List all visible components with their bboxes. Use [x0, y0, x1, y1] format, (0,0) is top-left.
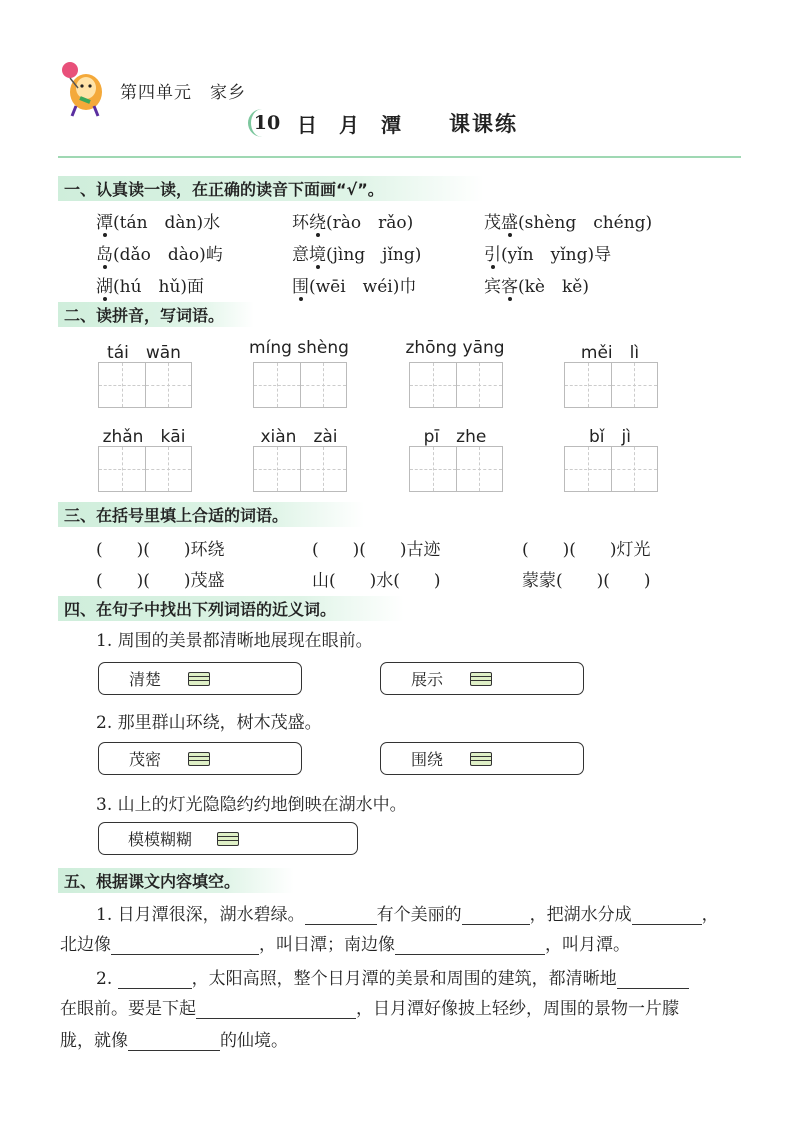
series-title: 课课练 — [449, 112, 518, 136]
link-icon — [470, 752, 492, 766]
tianzige-grid[interactable] — [98, 362, 192, 408]
s4-question-2: 2. 那里群山环绕，树木茂盛。 — [96, 713, 322, 733]
pinyin-label: tái wān — [107, 343, 181, 363]
link-icon — [217, 832, 239, 846]
pinyin-label: pī zhe — [423, 427, 487, 447]
s5-line-5: 胧，就像 的仙境。 — [60, 1031, 288, 1051]
synonym-word: 清楚 — [128, 670, 161, 689]
tianzige-grid[interactable] — [564, 362, 658, 408]
pinyin-label: míng shèng — [249, 338, 349, 358]
synonym-box[interactable] — [98, 662, 302, 695]
synonym-word: 茂密 — [128, 750, 161, 769]
pronunciation-item[interactable]: 意境(jìng jǐng) — [292, 245, 422, 265]
pronunciation-item[interactable]: 岛(dǎo dào)屿 — [96, 245, 223, 265]
pinyin-label: bǐ jì — [589, 427, 631, 447]
phrase-blank[interactable]: ( )( )茂盛 — [96, 571, 225, 591]
section-5-heading: 五、根据课文内容填空。 — [58, 868, 294, 893]
s5-line-3: 2. ，太阳高照，整个日月潭的美景和周围的建筑，都清晰地 — [96, 964, 689, 989]
blank[interactable] — [128, 1032, 220, 1051]
tianzige-grid[interactable] — [409, 362, 503, 408]
tianzige-grid[interactable] — [564, 446, 658, 492]
pronunciation-item[interactable]: 宾客(kè kě) — [484, 277, 589, 297]
blank[interactable] — [196, 1000, 356, 1019]
header-divider — [58, 156, 741, 158]
pinyin-label: zhōng yāng — [405, 338, 505, 358]
blank[interactable] — [305, 906, 377, 925]
pronunciation-item[interactable]: 围(wēi wéi)巾 — [292, 277, 417, 297]
phrase-blank[interactable]: 蒙蒙( )( ) — [522, 571, 651, 591]
blank[interactable] — [118, 970, 192, 989]
section-4-heading: 四、在句子中找出下列词语的近义词。 — [58, 596, 404, 621]
section-2-heading: 二、读拼音，写词语。 — [58, 302, 254, 327]
pronunciation-item[interactable]: 潭(tán dàn)水 — [96, 213, 221, 233]
phrase-blank[interactable]: ( )( )环绕 — [96, 540, 225, 560]
lesson-title-row — [248, 108, 518, 138]
link-icon — [470, 672, 492, 686]
synonym-box[interactable] — [380, 742, 584, 775]
tianzige-grid[interactable] — [98, 446, 192, 492]
synonym-word: 展示 — [410, 670, 443, 689]
section-1-heading: 一、认真读一读，在正确的读音下面画“√”。 — [58, 176, 484, 201]
s4-question-3: 3. 山上的灯光隐隐约约地倒映在湖水中。 — [96, 795, 407, 815]
phrase-blank[interactable]: ( )( )古迹 — [312, 540, 441, 560]
synonym-word: 围绕 — [410, 750, 443, 769]
blank[interactable] — [462, 906, 530, 925]
link-icon — [188, 752, 210, 766]
tianzige-grid[interactable] — [409, 446, 503, 492]
synonym-word: 模模糊糊 — [127, 830, 192, 849]
blank[interactable] — [617, 970, 689, 989]
link-icon — [188, 672, 210, 686]
pinyin-label: měi lì — [580, 343, 640, 363]
synonym-box[interactable] — [380, 662, 584, 695]
lesson-number: 10 — [248, 109, 283, 137]
s4-question-1: 1. 周围的美景都清晰地展现在眼前。 — [96, 631, 373, 651]
mascot-icon — [56, 58, 114, 118]
pronunciation-item[interactable]: 湖(hú hǔ)面 — [96, 277, 205, 297]
unit-label: 第四单元 家乡 — [120, 83, 246, 103]
synonym-box[interactable] — [98, 742, 302, 775]
pinyin-label: zhǎn kāi — [102, 427, 186, 447]
pronunciation-item[interactable]: 引(yǐn yǐng)导 — [484, 245, 612, 265]
s5-line-2: 北边像 ，叫日潭；南边像 ，叫月潭。 — [60, 935, 630, 955]
blank[interactable] — [111, 936, 259, 955]
section-3-heading: 三、在括号里填上合适的词语。 — [58, 502, 364, 527]
tianzige-grid[interactable] — [253, 362, 347, 408]
pinyin-label: xiàn zài — [260, 427, 338, 447]
synonym-box[interactable] — [98, 822, 358, 855]
pronunciation-item[interactable]: 茂盛(shèng chéng) — [484, 213, 653, 233]
s5-line-1: 1. 日月潭很深，湖水碧绿。 有个美丽的 ，把湖水分成 ， — [96, 905, 719, 925]
blank[interactable] — [632, 906, 702, 925]
blank[interactable] — [395, 936, 545, 955]
phrase-blank[interactable]: 山( )水( ) — [312, 571, 441, 591]
lesson-title: 日月潭 — [297, 112, 423, 137]
tianzige-grid[interactable] — [253, 446, 347, 492]
phrase-blank[interactable]: ( )( )灯光 — [522, 540, 651, 560]
s5-line-4: 在眼前。要是下起 ，日月潭好像披上轻纱，周围的景物一片朦 — [60, 999, 679, 1019]
pronunciation-item[interactable]: 环绕(rào rǎo) — [292, 213, 414, 233]
